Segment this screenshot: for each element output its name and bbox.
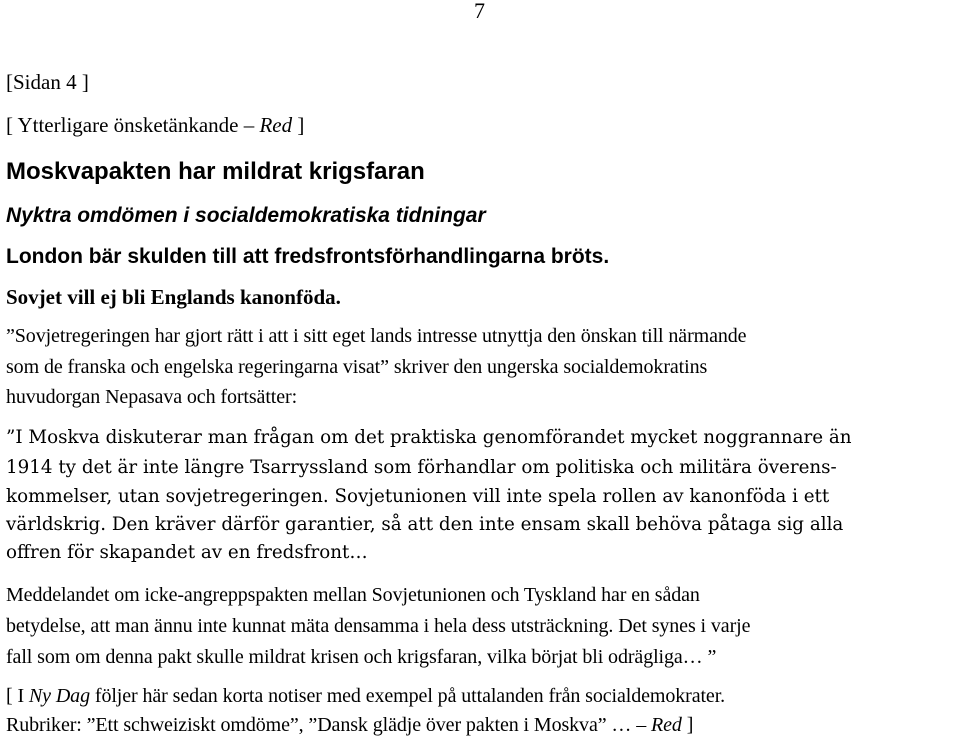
editor-note-red: Red [259, 113, 293, 137]
newspaper-name: Ny Dag [28, 685, 90, 707]
editor-note [6, 111, 304, 139]
paragraph-line: betydelse, att man ännu inte kunnat mäta densamma i hela dess utsträckning. Det synes i varje [6, 615, 751, 637]
paragraph-line: som de franska och engelska regeringarna visat” skriver den ungerska socialdemokratins [6, 356, 708, 378]
paragraph-line: världskrig. Den kräver därför garantier, så att den inte ensam skall behöva påtaga sig alla [6, 514, 844, 535]
paragraph-line: Meddelandet om icke-angreppspakten mellan Sovjetunionen och Tyskland har en sådan [6, 584, 700, 606]
page-number: 7 [474, 0, 485, 23]
editor-bracket-text: följer här sedan korta notiser med exempel på uttalanden från socialdemokrater. [89, 685, 726, 707]
editor-signature-red: Red [651, 714, 682, 736]
subheadline-sovjet: Sovjet vill ej bli Englands kanonföda. [6, 285, 341, 309]
paragraph-line [6, 682, 725, 710]
paragraph-line: 1914 ty det är inte längre Tsarryssland som förhandlar om politiska och militära överens- [6, 457, 837, 478]
main-headline: Moskvapakten har mildrat krigsfaran [6, 158, 425, 185]
subheadline-italic: Nyktra omdömen i socialdemokratiska tidningar [6, 204, 486, 227]
paragraph-line: kommelser, utan sovjetregeringen. Sovjetunionen vill inte spela rollen av kanonföda i ett [6, 486, 830, 507]
paragraph-line: ”Sovjetregeringen har gjort rätt i att i sitt eget lands intresse utnyttja den önskan till närmande [6, 325, 747, 347]
paragraph-line: ”I Moskva diskuterar man frågan om det praktiska genomförandet mycket noggrannare än [6, 427, 852, 448]
paragraph-line: huvudorgan Nepasava och fortsätter: [6, 386, 298, 408]
editor-note-close: ] [292, 113, 305, 137]
editor-bracket-text: [ I [6, 685, 29, 707]
paragraph-line [6, 711, 693, 739]
subheadline-london: London bär skulden till att fredsfrontsförhandlingarna bröts. [6, 245, 610, 268]
page-reference: [Sidan 4 ] [6, 70, 89, 94]
editor-bracket-text: Rubriker: ”Ett schweiziskt omdöme”, ”Dansk glädje över pakten i Moskva” … – [6, 714, 652, 736]
paragraph-line: offren för skapandet av en fredsfront… [6, 542, 368, 563]
editor-bracket-close: ] [681, 714, 694, 736]
editor-note-text: [ Ytterligare önsketänkande – [6, 113, 260, 137]
paragraph-line: fall som om denna pakt skulle mildrat krisen och krigsfaran, vilka börjat bli odrägliga… ” [6, 646, 717, 668]
